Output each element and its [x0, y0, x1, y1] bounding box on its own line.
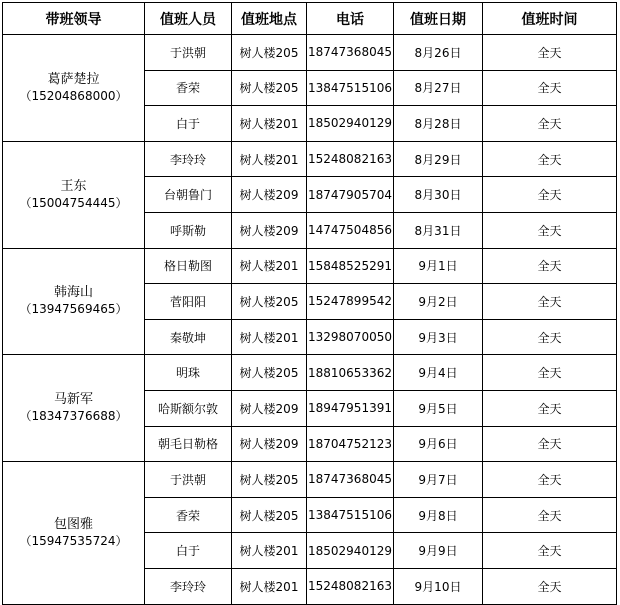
phone-cell: 14747504856 [307, 212, 394, 248]
date-cell: 8月26日 [394, 35, 483, 71]
time-cell: 全天 [483, 284, 617, 320]
phone-cell: 18747905704 [307, 177, 394, 213]
header-staff: 值班人员 [145, 3, 232, 35]
location-cell: 树人楼205 [232, 35, 307, 71]
location-cell: 树人楼201 [232, 106, 307, 142]
phone-cell: 18502940129 [307, 533, 394, 569]
staff-cell: 菅阳阳 [145, 284, 232, 320]
table-row [3, 35, 617, 71]
phone-cell: 18747368045 [307, 462, 394, 498]
time-cell: 全天 [483, 248, 617, 284]
time-cell: 全天 [483, 35, 617, 71]
phone-cell: 15248082163 [307, 141, 394, 177]
date-cell: 9月1日 [394, 248, 483, 284]
phone-cell: 13298070050 [307, 319, 394, 355]
date-cell: 9月2日 [394, 284, 483, 320]
leader-cell [3, 35, 145, 142]
leader-phone: （15204868000） [19, 88, 128, 103]
date-cell: 8月27日 [394, 70, 483, 106]
leader-name: 葛萨楚拉 [47, 71, 100, 87]
staff-cell: 台朝鲁门 [145, 177, 232, 213]
location-cell: 树人楼205 [232, 462, 307, 498]
location-cell: 树人楼205 [232, 284, 307, 320]
leader-cell [3, 462, 145, 604]
time-cell: 全天 [483, 212, 617, 248]
leader-cell [3, 355, 145, 462]
phone-cell: 18747368045 [307, 35, 394, 71]
staff-cell: 哈斯额尔敦 [145, 390, 232, 426]
staff-cell: 秦敬坤 [145, 319, 232, 355]
time-cell: 全天 [483, 319, 617, 355]
phone-cell: 13847515106 [307, 70, 394, 106]
date-cell: 9月8日 [394, 497, 483, 533]
time-cell: 全天 [483, 141, 617, 177]
staff-cell: 明珠 [145, 355, 232, 391]
staff-cell: 香荣 [145, 497, 232, 533]
phone-cell: 18502940129 [307, 106, 394, 142]
date-cell: 9月3日 [394, 319, 483, 355]
time-cell: 全天 [483, 70, 617, 106]
date-cell: 8月30日 [394, 177, 483, 213]
leader-phone: （18347376688） [19, 409, 128, 424]
header-time: 值班时间 [483, 3, 617, 35]
staff-cell: 格日勒图 [145, 248, 232, 284]
phone-cell: 15848525291 [307, 248, 394, 284]
time-cell: 全天 [483, 355, 617, 391]
leader-name: 包图雅 [53, 516, 93, 532]
staff-cell: 白于 [145, 106, 232, 142]
date-cell: 9月4日 [394, 355, 483, 391]
leader-cell [3, 248, 145, 355]
leader-phone: （13947569465） [19, 302, 128, 317]
leader-phone: （15947535724） [19, 533, 128, 548]
table-header [3, 3, 617, 35]
phone-cell: 15248082163 [307, 568, 394, 604]
table-body [3, 35, 617, 605]
leader-name: 马新军 [53, 392, 93, 408]
staff-cell: 于洪朝 [145, 462, 232, 498]
header-location: 值班地点 [232, 3, 307, 35]
leader-name: 韩海山 [53, 285, 93, 301]
location-cell: 树人楼209 [232, 426, 307, 462]
date-cell: 8月28日 [394, 106, 483, 142]
phone-cell: 18810653362 [307, 355, 394, 391]
time-cell: 全天 [483, 106, 617, 142]
header-leader: 带班领导 [3, 3, 145, 35]
date-cell: 9月6日 [394, 426, 483, 462]
table-row [3, 141, 617, 177]
phone-cell: 13847515106 [307, 497, 394, 533]
time-cell: 全天 [483, 177, 617, 213]
location-cell: 树人楼201 [232, 248, 307, 284]
leader-cell [3, 141, 145, 248]
date-cell: 9月9日 [394, 533, 483, 569]
date-cell: 9月5日 [394, 390, 483, 426]
date-cell: 8月29日 [394, 141, 483, 177]
duty-schedule-table [2, 2, 617, 605]
leader-name: 王东 [60, 178, 87, 194]
date-cell: 9月10日 [394, 568, 483, 604]
header-date: 值班日期 [394, 3, 483, 35]
staff-cell: 于洪朝 [145, 35, 232, 71]
table-row [3, 248, 617, 284]
location-cell: 树人楼201 [232, 533, 307, 569]
time-cell: 全天 [483, 568, 617, 604]
staff-cell: 李玲玲 [145, 141, 232, 177]
table-row [3, 462, 617, 498]
time-cell: 全天 [483, 497, 617, 533]
staff-cell: 朝毛日勒格 [145, 426, 232, 462]
leader-phone: （15004754445） [19, 195, 128, 210]
phone-cell: 15247899542 [307, 284, 394, 320]
date-cell: 9月7日 [394, 462, 483, 498]
staff-cell: 白于 [145, 533, 232, 569]
phone-cell: 18704752123 [307, 426, 394, 462]
time-cell: 全天 [483, 426, 617, 462]
time-cell: 全天 [483, 462, 617, 498]
time-cell: 全天 [483, 390, 617, 426]
location-cell: 树人楼209 [232, 177, 307, 213]
date-cell: 8月31日 [394, 212, 483, 248]
location-cell: 树人楼209 [232, 390, 307, 426]
location-cell: 树人楼205 [232, 70, 307, 106]
table-row [3, 355, 617, 391]
staff-cell: 李玲玲 [145, 568, 232, 604]
location-cell: 树人楼209 [232, 212, 307, 248]
location-cell: 树人楼201 [232, 319, 307, 355]
header-row [3, 3, 617, 35]
location-cell: 树人楼205 [232, 497, 307, 533]
time-cell: 全天 [483, 533, 617, 569]
location-cell: 树人楼205 [232, 355, 307, 391]
phone-cell: 18947951391 [307, 390, 394, 426]
staff-cell: 呼斯勒 [145, 212, 232, 248]
location-cell: 树人楼201 [232, 568, 307, 604]
location-cell: 树人楼201 [232, 141, 307, 177]
staff-cell: 香荣 [145, 70, 232, 106]
header-phone: 电话 [307, 3, 394, 35]
